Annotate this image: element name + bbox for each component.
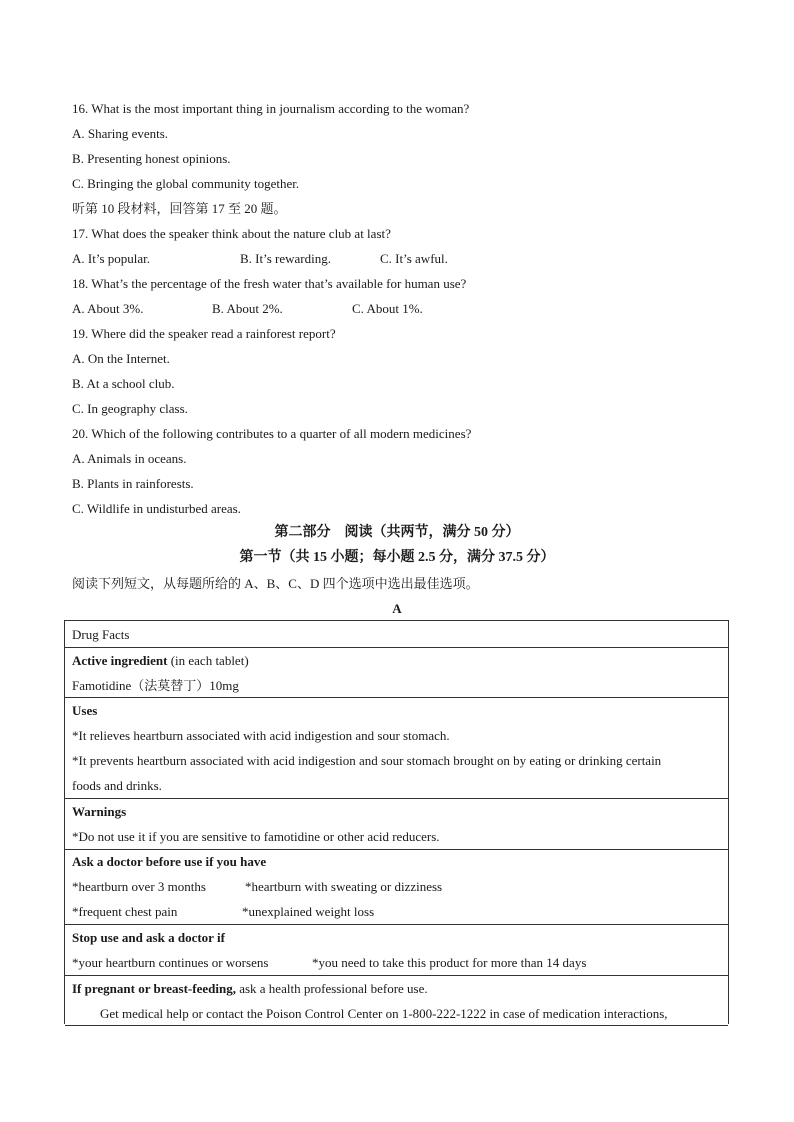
q20-option-c: C. Wildlife in undisturbed areas.: [72, 501, 241, 516]
drug-facts-header: Drug Facts: [72, 627, 130, 642]
reading-part-title: 第二部分 阅读（共两节，满分 50 分）: [274, 525, 520, 540]
uses-item-2: *It prevents heartburn associated with acid indigestion and sour stomach brought on by eating or drinking certain: [72, 753, 662, 768]
warnings-item-1: *Do not use it if you are sensitive to famotidine or other acid reducers.: [72, 829, 440, 844]
q19-option-c: C. In geography class.: [72, 401, 188, 416]
q20-option-a: A. Animals in oceans.: [72, 451, 187, 466]
pregnant-text: ask a health professional before use.: [235, 981, 428, 996]
q18-option-b: B. About 2%.: [212, 301, 283, 316]
warnings-row: [65, 798, 728, 850]
q17-option-a: A. It’s popular.: [72, 251, 150, 266]
stop-use-item-2: *you need to take this product for more than 14 days: [312, 955, 587, 970]
ask-doctor-item-4: *unexplained weight loss: [242, 904, 375, 919]
pregnant-label: If pregnant or breast-feeding,: [72, 981, 236, 996]
active-ingredient-label: Active ingredient: [72, 653, 168, 668]
uses-item-1: *It relieves heartburn associated with acid indigestion and sour stomach.: [72, 728, 450, 743]
stop-use-label: Stop use and ask a doctor if: [72, 930, 225, 945]
uses-row: [65, 697, 728, 799]
q16-question: 16. What is the most important thing in journalism according to the woman?: [72, 101, 470, 116]
q19-option-b: B. At a school club.: [72, 376, 175, 391]
poison-control-text: Get medical help or contact the Poison Control Center on 1-800-222-1222 in case of medication interactions,: [100, 1006, 668, 1021]
drug-facts-table: [64, 620, 729, 1024]
stop-use-row: [65, 924, 728, 976]
stop-use-item-1: *your heartburn continues or worsens: [72, 955, 269, 970]
ask-doctor-item-3: *frequent chest pain: [72, 904, 178, 919]
q19-option-a: A. On the Internet.: [72, 351, 170, 366]
active-ingredient-row: [65, 647, 728, 698]
pregnant-line: [72, 981, 428, 997]
q16-option-c: C. Bringing the global community together.: [72, 176, 300, 191]
q17-option-c: C. It’s awful.: [380, 251, 448, 266]
q17-question: 17. What does the speaker think about the nature club at last?: [72, 226, 391, 241]
reading-instructions: 阅读下列短文，从每题所给的 A、B、C、D 四个选项中选出最佳选项。: [72, 576, 479, 591]
q18-option-c: C. About 1%.: [352, 301, 423, 316]
ask-doctor-row: [65, 849, 728, 925]
uses-label: Uses: [72, 703, 98, 718]
warnings-label: Warnings: [72, 804, 127, 819]
q20-option-b: B. Plants in rainforests.: [72, 476, 194, 491]
drug-facts-header-row: [65, 621, 728, 648]
active-ingredient-line: [72, 653, 249, 669]
uses-item-2-cont: foods and drinks.: [72, 778, 162, 793]
q18-option-a: A. About 3%.: [72, 301, 144, 316]
q20-question: 20. Which of the following contributes to a quarter of all modern medicines?: [72, 426, 472, 441]
q17-option-b: B. It’s rewarding.: [240, 251, 331, 266]
q18-question: 18. What’s the percentage of the fresh water that’s available for human use?: [72, 276, 467, 291]
q16-option-a: A. Sharing events.: [72, 126, 169, 141]
ask-doctor-item-1: *heartburn over 3 months: [72, 879, 206, 894]
passage-label: A: [392, 601, 402, 616]
q19-question: 19. Where did the speaker read a rainforest report?: [72, 326, 336, 341]
reading-section-title: 第一节（共 15 小题；每小题 2.5 分，满分 37.5 分）: [239, 550, 555, 565]
ask-doctor-label: Ask a doctor before use if you have: [72, 854, 267, 869]
section10-intro: 听第 10 段材料，回答第 17 至 20 题。: [72, 201, 287, 216]
q16-option-b: B. Presenting honest opinions.: [72, 151, 231, 166]
active-ingredient-value: Famotidine（法莫替丁）10mg: [72, 678, 239, 693]
pregnant-row: [65, 975, 728, 1026]
ask-doctor-item-2: *heartburn with sweating or dizziness: [245, 879, 443, 894]
active-ingredient-note: (in each tablet): [167, 653, 249, 668]
